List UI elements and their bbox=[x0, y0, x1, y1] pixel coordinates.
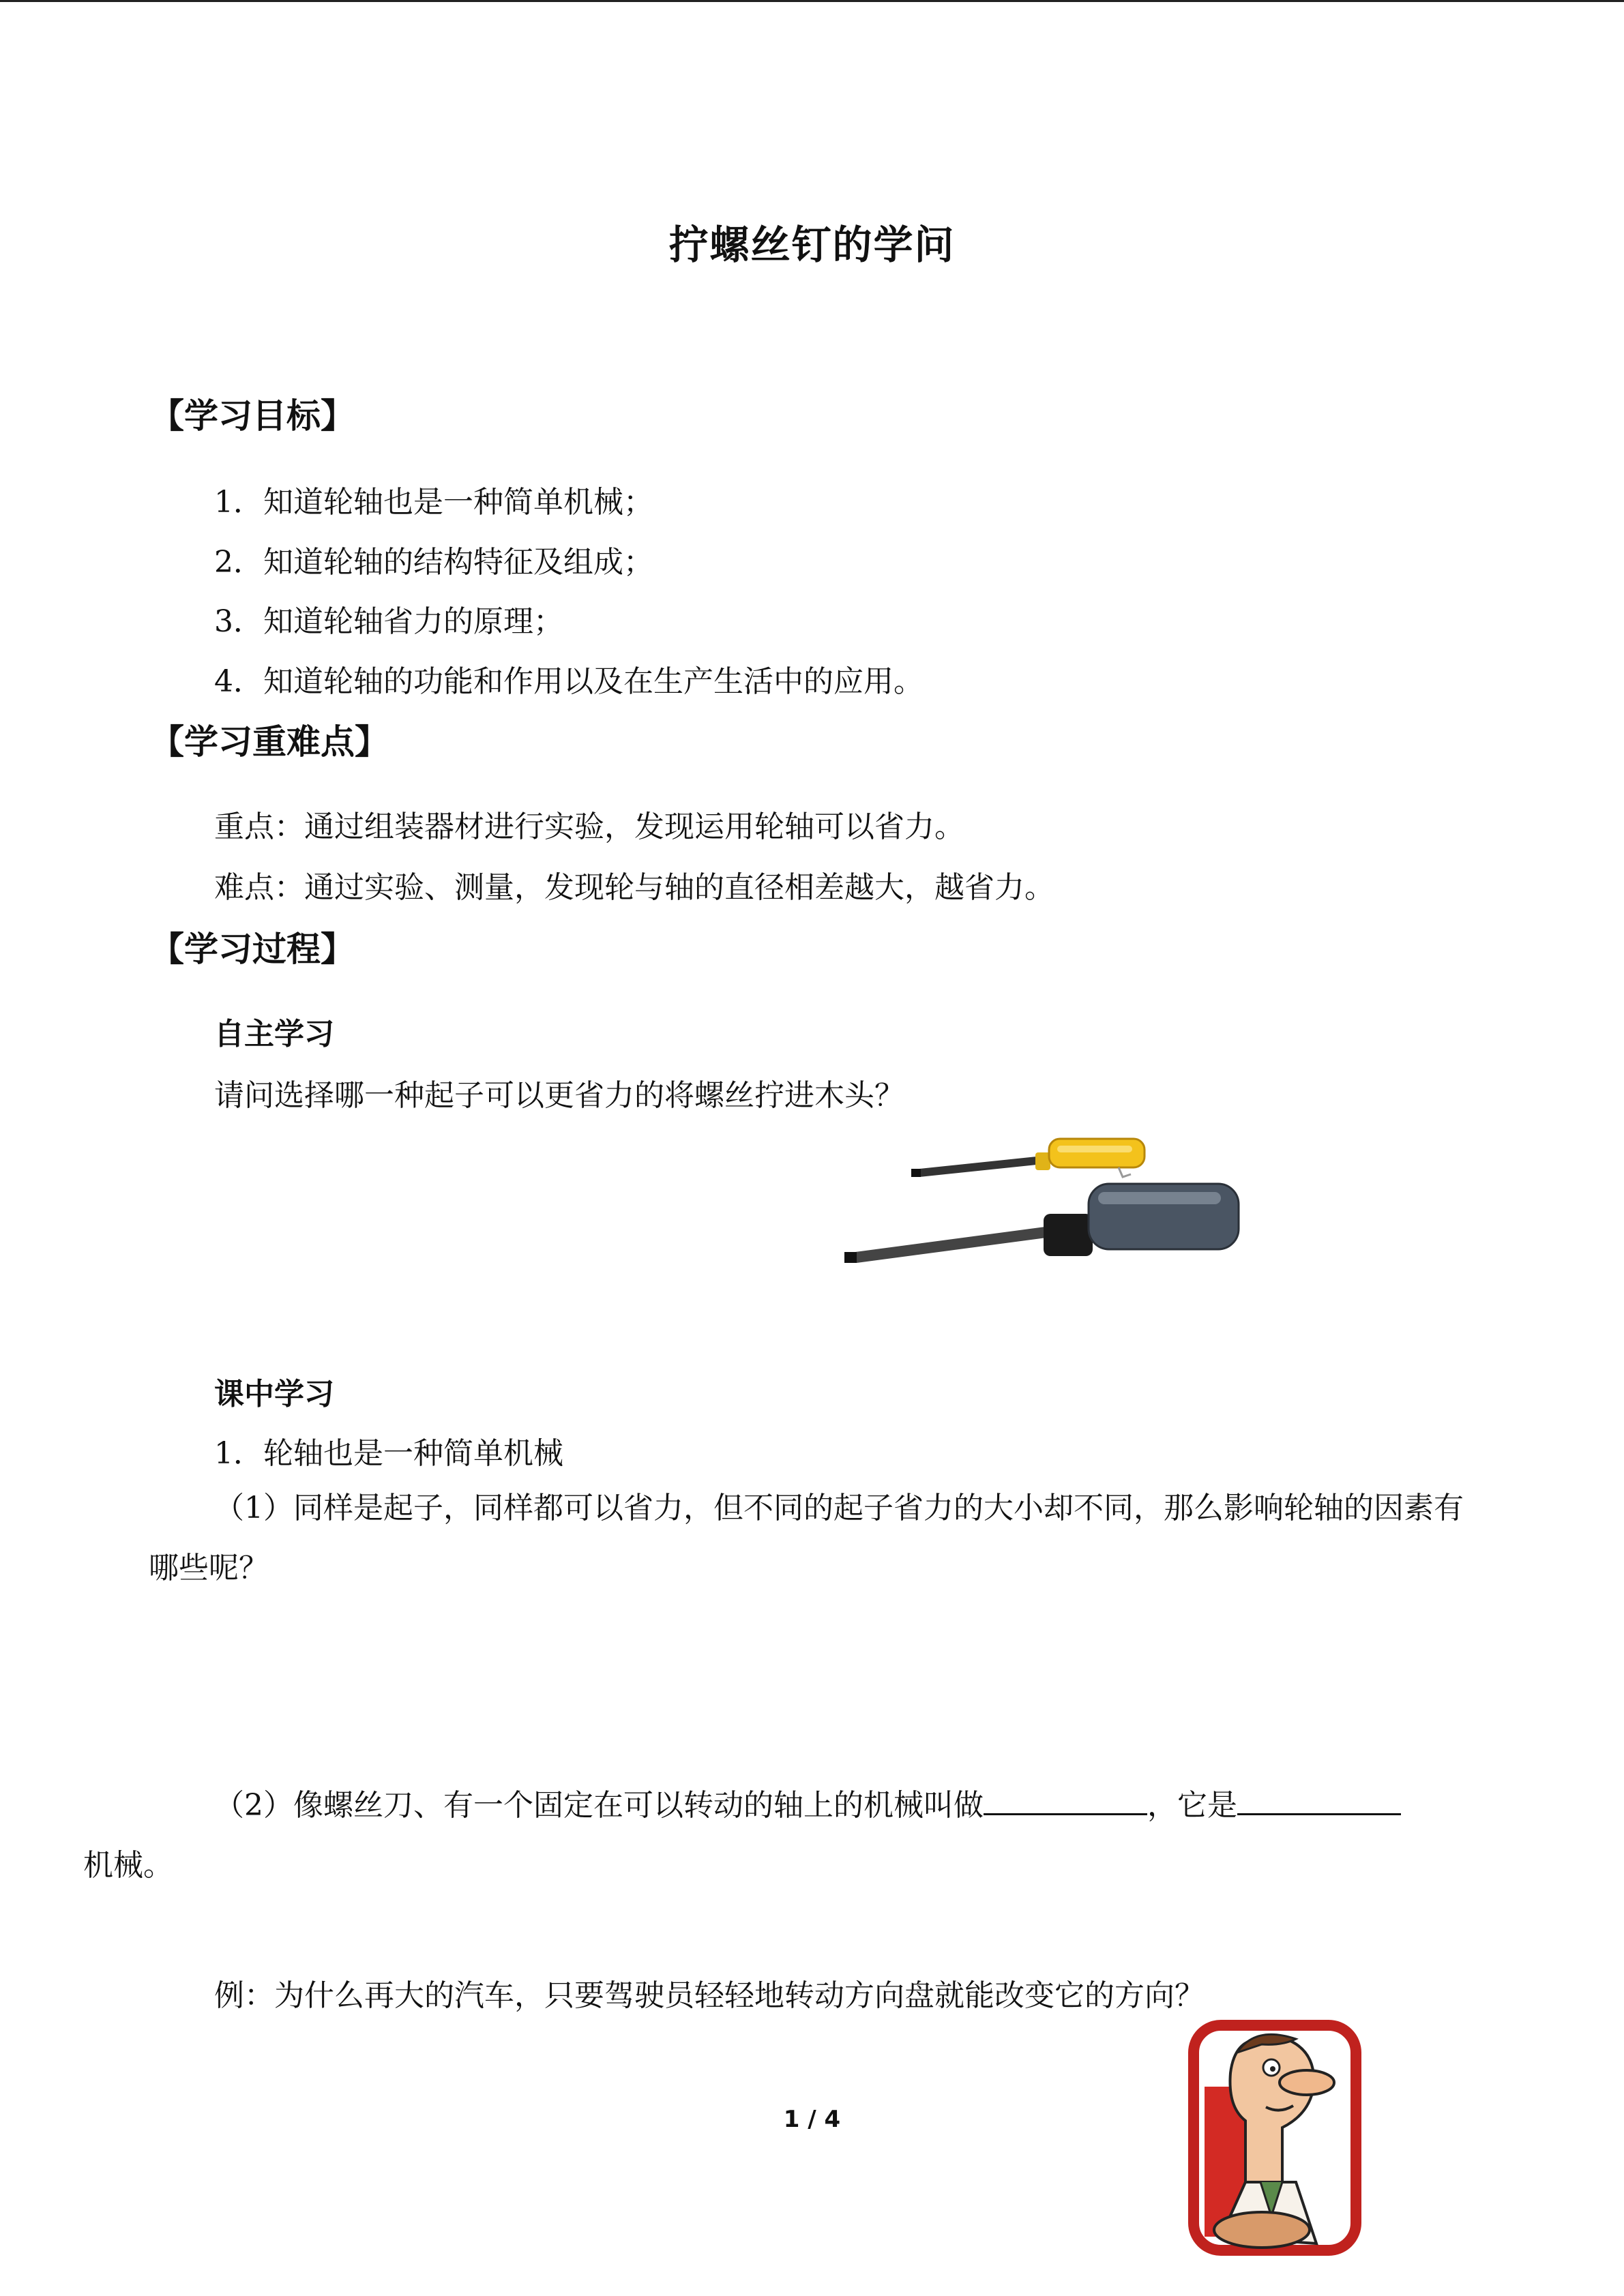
difficult-point-item: 难点：通过实验、测量，发现轮与轴的直径相差越大，越省力。 bbox=[214, 870, 1054, 905]
key-points-heading: 【学习重难点】 bbox=[150, 722, 389, 762]
example-question: 例：为什么再大的汽车，只要驾驶员轻轻地转动方向盘就能改变它的方向？ bbox=[214, 1978, 1205, 2013]
question-1: （1）同样是起子，同样都可以省力，但不同的起子省力的大小却不同，那么影响轮轴的因素有哪些呢？ bbox=[149, 1491, 1464, 1585]
self-study-question: 请问选择哪一种起子可以更省力的将螺丝拧进木头？ bbox=[214, 1078, 904, 1113]
driver-cartoon bbox=[1180, 2012, 1385, 2264]
objectives-heading: 【学习目标】 bbox=[150, 396, 355, 436]
answer-blank-1[interactable] bbox=[984, 1782, 1147, 1815]
answer-blank-2[interactable] bbox=[1237, 1782, 1401, 1815]
in-class-item-1: 1．轮轴也是一种简单机械 bbox=[214, 1436, 563, 1471]
question-2 bbox=[83, 1776, 1475, 1896]
small-screwdriver-icon bbox=[911, 1139, 1145, 1177]
screwdrivers-photo bbox=[839, 1112, 1275, 1275]
objective-item: 1．知道轮轴也是一种简单机械； bbox=[214, 485, 653, 520]
page-title: 拧螺丝钉的学问 bbox=[668, 222, 956, 268]
top-border bbox=[0, 0, 1624, 2]
question-2-text-end: 机械。 bbox=[83, 1848, 173, 1883]
in-class-heading: 课中学习 bbox=[214, 1377, 334, 1412]
self-study-heading: 自主学习 bbox=[214, 1017, 334, 1052]
question-2-text: （2）像螺丝刀、有一个固定在可以转动的轴上的机械叫做 bbox=[214, 1788, 984, 1823]
page-number: 1 / 4 bbox=[783, 2106, 841, 2133]
large-screwdriver-icon bbox=[844, 1184, 1239, 1263]
objective-item: 2．知道轮轴的结构特征及组成； bbox=[214, 545, 653, 580]
objective-item: 3．知道轮轴省力的原理； bbox=[214, 604, 563, 639]
key-point-item: 重点：通过组装器材进行实验，发现运用轮轴可以省力。 bbox=[214, 809, 964, 844]
question-2-text-mid: ，它是 bbox=[1147, 1788, 1237, 1823]
process-heading: 【学习过程】 bbox=[150, 929, 355, 969]
objective-item: 4．知道轮轴的功能和作用以及在生产生活中的应用。 bbox=[214, 664, 924, 699]
